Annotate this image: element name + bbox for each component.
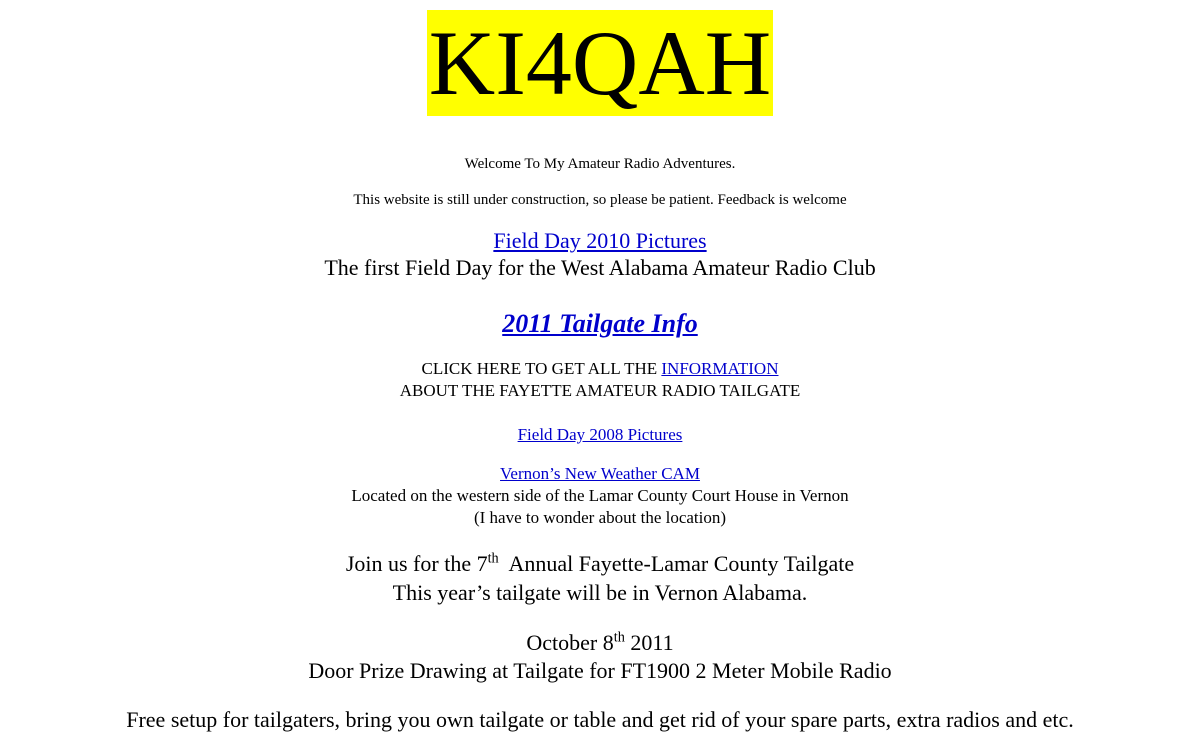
information-link[interactable]: INFORMATION (661, 359, 779, 378)
field-day-2008-section (0, 424, 1200, 446)
tailgate-click-line (0, 358, 1200, 380)
date-prefix: October 8 (526, 630, 614, 655)
tailgate-2011-section (0, 309, 1200, 339)
weather-cam-location: Located on the western side of the Lamar County Court House in Vernon (351, 486, 849, 505)
tailgate-2011-link[interactable]: 2011 Tailgate Info (502, 309, 698, 338)
field-day-2010-section (0, 227, 1200, 254)
weather-cam-link[interactable]: Vernon’s New Weather CAM (500, 464, 700, 483)
field-day-2008-link[interactable]: Field Day 2008 Pictures (517, 425, 683, 444)
date-suffix: 2011 (624, 630, 674, 655)
date-ordinal: th (613, 629, 625, 646)
tailgate-location: This year’s tailgate will be in Vernon Alabama. (392, 580, 808, 605)
join-prefix: Join us for the 7 (345, 551, 488, 576)
callsign-title: KI4QAH (428, 12, 772, 114)
join-suffix: Annual Fayette-Lamar County Tailgate (498, 551, 855, 576)
door-prize-text: Door Prize Drawing at Tailgate for FT1900 2 Meter Mobile Radio (308, 658, 892, 683)
free-setup-text: Free setup for tailgaters, bring you own tailgate or table and get rid of your spare parts, extra radios and etc. (126, 707, 1074, 732)
construction-notice: This website is still under construction, so please be patient. Feedback is welcome (353, 192, 847, 208)
weather-cam-section (0, 463, 1200, 485)
weather-cam-aside: (I have to wonder about the location) (473, 508, 727, 527)
welcome-text: Welcome To My Amateur Radio Adventures. (464, 156, 736, 172)
tailgate-about-line: ABOUT THE FAYETTE AMATEUR RADIO TAILGATE (399, 381, 801, 400)
join-announcement (0, 550, 1200, 577)
tailgate-click-prefix: CLICK HERE TO GET ALL THE (421, 359, 662, 378)
field-day-2010-caption: The first Field Day for the West Alabama Amateur Radio Club (324, 255, 876, 280)
field-day-2010-link[interactable]: Field Day 2010 Pictures (493, 228, 707, 253)
title-banner (0, 10, 1200, 116)
join-ordinal: th (487, 550, 499, 567)
tailgate-date (0, 629, 1200, 656)
